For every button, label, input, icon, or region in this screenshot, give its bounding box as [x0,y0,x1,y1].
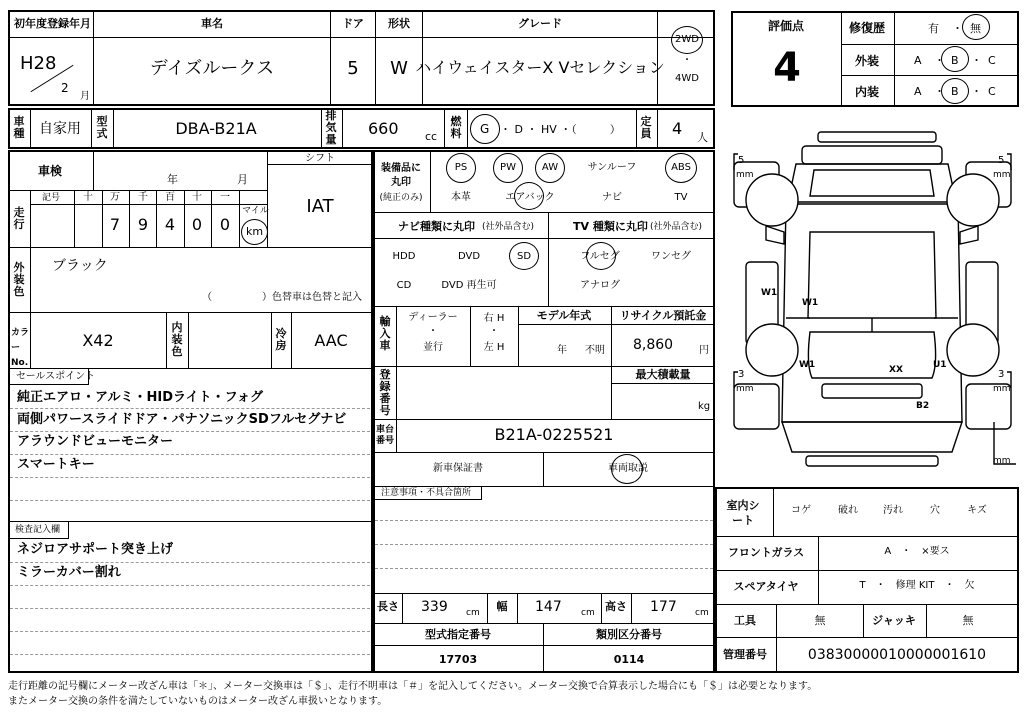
length-unit: cm [466,608,480,618]
ext-b: B [951,54,959,67]
model-label: 型式 [96,115,108,140]
int-sep2: ・ [971,85,982,98]
ext-sep2: ・ [971,54,982,67]
name-label: 車名 [201,17,223,30]
use-value: 自家用 [39,121,81,137]
height-value: 177 [650,599,677,615]
score-value: 4 [773,45,801,91]
interior-tear: 破れ [838,505,858,516]
jack-label: ジャッキ [872,614,916,627]
diagram-w1-mirror: W1 [802,298,819,308]
type-no-value: 17703 [438,653,478,666]
color-no-label: カラーNo. [11,328,30,368]
color-label: 外装色 [13,261,25,298]
equip-tv: TV [674,192,688,203]
import-parallel: 並行 [423,342,443,353]
fuel-label: 燃料 [450,115,462,140]
repair-yes: 有 [928,22,939,35]
shift-label: シフト [305,153,335,164]
notes-label: 注意事項・不具合箇所 [381,488,472,498]
manual-label: 車両取説 [608,463,648,474]
inspection-month: 月 [237,173,248,186]
inspection-label: 車検 [37,164,63,178]
equip-sunroof: サンルーフ [587,162,637,173]
navi-dvd: DVD [457,251,481,262]
reg-month-unit: 月 [80,91,90,102]
diagram-xx: XX [889,365,903,375]
equip-airbag: エアバック [505,192,555,203]
odometer-label: 走行 [13,206,25,231]
int-a: A [914,85,922,98]
navi-dvd-play: DVD 再生可 [441,280,497,291]
max-load-unit: kg [698,401,711,412]
int-c: C [988,85,996,98]
reg-month: 2 [61,81,69,95]
drive-4wd: 4WD [675,73,699,84]
car-name: デイズルークス [149,58,275,79]
interior-dirt: 汚れ [883,505,903,516]
spare-value: T ・ 修理 KIT ・ 欠 [859,580,975,591]
equip-leather: 本革 [451,192,471,203]
tv-oneseg: ワンセグ [651,251,691,262]
import-label: 輸入車 [379,315,391,352]
diagram-mm-fr: mm [993,170,1011,180]
cap-label: 定員 [640,115,652,140]
door-count: 5 [347,58,359,79]
odo-unit-2: 万 [110,192,120,203]
inspector-line-1: ネジロアサポート突き上げ [17,542,174,557]
shift-value: IAT [306,196,334,217]
equip-label: 装備品に丸印 [381,163,421,188]
repair-label: 修復歴 [848,21,886,35]
width-unit: cm [581,608,595,618]
car-diagram [726,122,1019,482]
use-label: 車種 [13,115,25,140]
grade-label: グレード [518,17,562,30]
class-no-label: 類別区分番号 [596,628,662,641]
inspector-line-2: ミラーカバー割れ [17,565,121,580]
odo-unit-5: 十 [192,192,202,203]
equip-aw: AW [541,162,559,173]
jack-value: 無 [962,614,974,627]
interior-scratch: キズ [967,505,987,516]
int-b: B [951,85,959,98]
cap-value: 4 [672,119,683,138]
disp-label: 排気量 [325,109,337,146]
class-no-value: 0114 [613,653,645,666]
sales-line-4: スマートキー [17,457,95,472]
width-label: 幅 [496,600,508,613]
reg-label: 初年度登録年月 [14,17,91,30]
import-dealer: ディーラー [408,312,458,323]
ext-c: C [988,54,996,67]
diagram-5-right: 5 [998,155,1005,166]
length-value: 339 [421,599,448,615]
disp-unit: cc [425,130,438,143]
drive-2wd: 2WD [675,34,699,45]
inspector-label: 検査記入欄 [15,525,61,535]
spare-label: スペアタイヤ [733,580,799,593]
shape-value: W [390,58,408,79]
recycle-value: 8,860 [633,337,674,353]
door-label: ドア [342,17,364,30]
glass-label: フロントガラス [727,546,805,559]
equip-pw: PW [500,162,516,173]
interior-label: 室内シート [726,499,760,527]
diagram-3-right: 3 [998,369,1005,380]
odo-digit-3: 4 [164,215,176,234]
odo-mile: マイル [242,206,269,216]
color-note: （ ）色替車は色替と記入 [202,292,362,303]
odo-unit-3: 千 [138,192,148,203]
navi-label: ナビ種類に丸印 [398,220,475,233]
tools-value: 無 [814,614,826,627]
width-value: 147 [535,599,562,615]
tv-label: TV 種類に丸印 [573,220,648,233]
import-dot: ・ [428,326,438,337]
footer-line-2: またメーター交換の条件を満たしていないものはメーター改ざん車扱いとなります。 [8,696,388,707]
odometer-code-label: 記号 [42,193,61,203]
mgmt-label: 管理番号 [723,648,767,661]
inspection-year: 年 [167,173,178,186]
fuel-rest: ・ D ・ HV ・（ ） [500,123,621,136]
color-value: ブラック [52,258,108,274]
navi-sub: (社外品含む) [482,222,535,232]
height-label: 高さ [605,600,627,613]
model-year-unit: 年 [557,345,567,356]
repair-no: 無 [970,22,981,35]
equip-ps: PS [454,162,468,173]
type-no-label: 型式指定番号 [425,628,491,641]
recycle-unit: 円 [699,345,709,356]
diagram-b2: B2 [916,401,930,411]
diagram-u1: U1 [933,360,947,370]
ext-sep1: ・ [934,54,945,67]
height-unit: cm [695,608,709,618]
odo-digit-1: 7 [109,215,121,234]
diagram-mm-rr: mm [993,384,1011,394]
recycle-label: リサイクル預託金 [619,309,707,322]
diagram-mm-fl: mm [736,170,754,180]
navi-cd: CD [396,280,412,291]
color-no-value: X42 [82,331,114,350]
disp-value: 660 [368,119,399,138]
import-right: 右 H [483,313,505,324]
repair-sep: ・ [952,22,963,35]
odo-digit-2: 9 [137,215,149,234]
tools-label: 工具 [734,614,756,627]
odo-digit-5: 0 [219,215,231,234]
warranty-label: 新車保証書 [433,463,483,474]
odo-unit-4: 百 [165,192,175,203]
diagram-5-left: 5 [738,155,745,166]
drive-sep: ・ [682,55,692,66]
interior-burn: コゲ [791,505,811,516]
navi-sd: SD [516,251,532,262]
tv-sub: (社外品含む) [650,222,703,232]
sales-label: セールスポイント [16,371,96,382]
reg-era: H28 [20,53,57,74]
max-load-label: 最大積載量 [635,368,691,381]
equip-sub: (純正のみ) [379,193,423,203]
tv-analog: アナログ [580,280,620,291]
fuel-g: G [480,122,490,136]
equip-navi: ナビ [602,192,622,203]
odo-unit-1: 十 [83,192,93,203]
shape-label: 形状 [388,17,410,30]
chassis-label: 車台番号 [376,425,395,446]
equip-abs: ABS [671,162,691,173]
tv-fullseg: フルセグ [580,251,620,262]
ac-value: AAC [314,331,348,350]
cap-unit: 人 [697,131,708,144]
odo-digit-4: 0 [191,215,203,234]
ext-label: 外装 [854,54,880,68]
grade-value: ハイウェイスターX Vセレクション [415,58,665,77]
sales-line-3: アラウンドビューモニター [17,434,174,449]
score-label: 評価点 [767,19,805,33]
sales-line-2: 両側パワースライドドア・パナソニックSDフルセグナビ [17,412,347,427]
odo-unit-6: 一 [220,192,230,203]
import-dot2: ・ [489,326,499,337]
model-year-label: モデル年式 [536,309,592,322]
glass-value: A ・ ×要ス [884,546,950,557]
diagram-3-left: 3 [738,369,745,380]
int-color-label: 内装色 [171,321,183,358]
model-year-value: 不明 [585,345,605,356]
int-label: 内装 [854,85,880,99]
import-left: 左 H [483,342,505,353]
ext-a: A [914,54,922,67]
length-label: 長さ [377,600,399,613]
registration-label: 登録番号 [379,368,391,417]
sales-line-1: 純正エアロ・アルミ・HIDライト・フォグ [17,390,263,405]
diagram-mm-rear: mm [993,456,1011,466]
interior-hole: 穴 [930,505,940,516]
footer-line-1: 走行距離の記号欄にメーター改ざん車は「＊」、メーター交換車は「＄」、走行不明車は「＃」を記入してください。メーター交換で合算表示した場合にも「＄」は必要となります。 [8,681,818,692]
navi-hdd: HDD [392,251,416,262]
diagram-w1-rear: W1 [799,360,816,370]
diagram-w1-door: W1 [761,288,778,298]
int-sep1: ・ [934,85,945,98]
model-value: DBA-B21A [175,119,257,138]
chassis-value: B21A-0225521 [494,425,614,444]
mgmt-value: 03830000010000001610 [807,647,987,663]
ac-label: 冷房 [275,327,287,352]
odo-km: km [246,225,264,238]
diagram-mm-rl: mm [736,384,754,394]
